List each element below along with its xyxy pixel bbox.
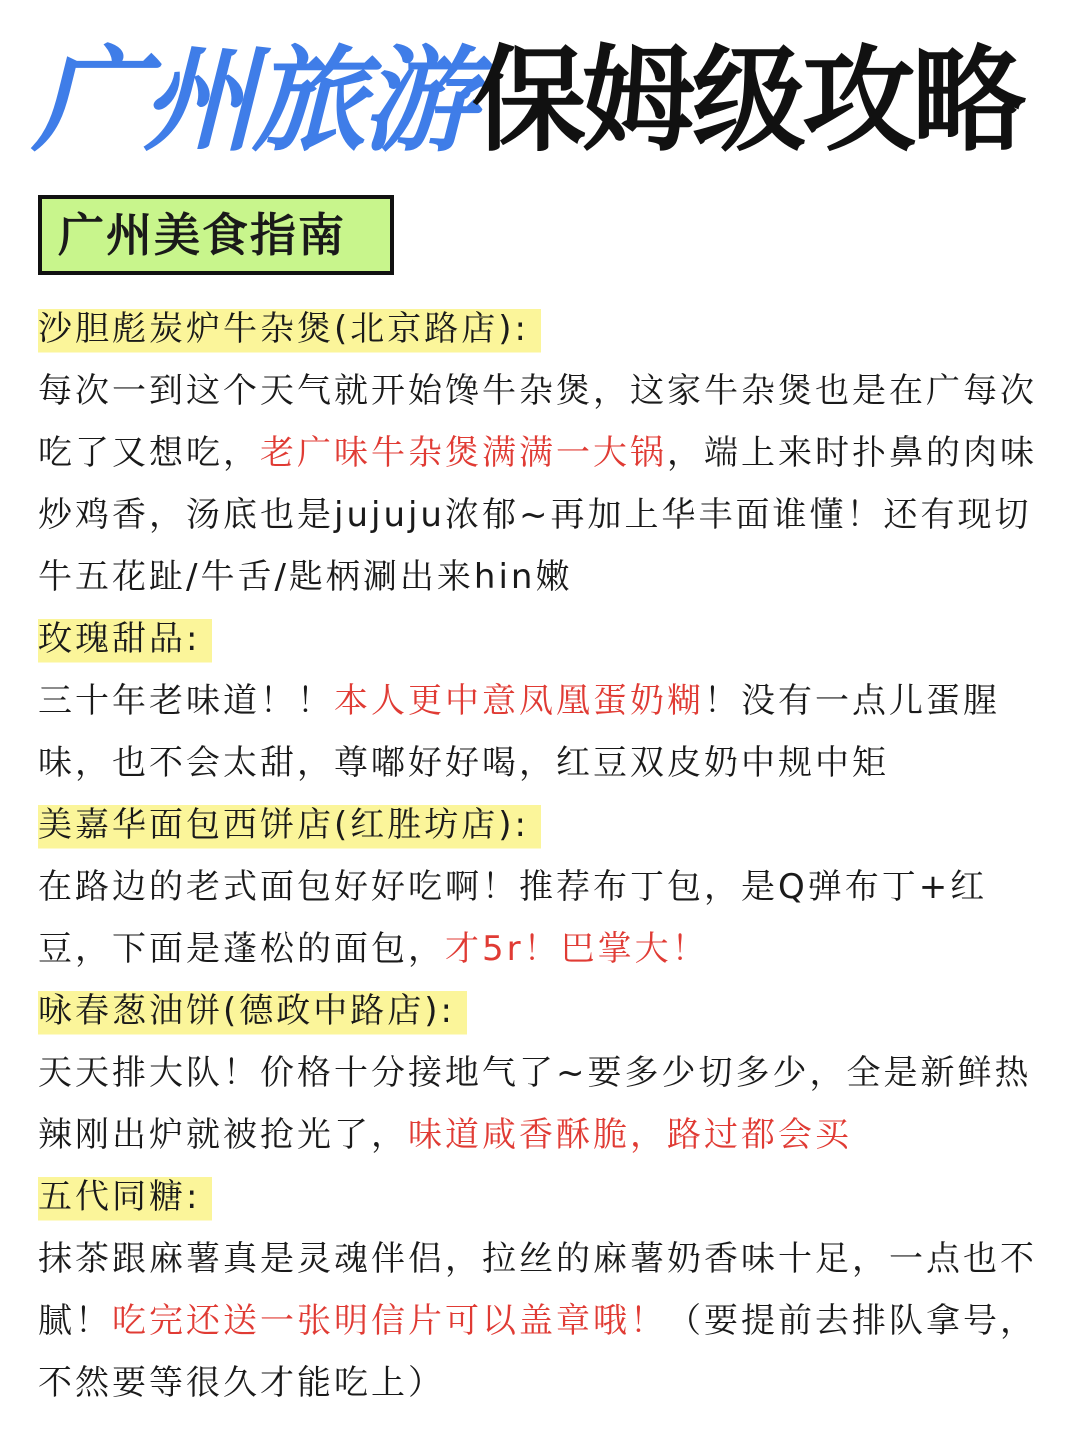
page-title [32,36,1052,166]
food-section [38,980,1048,1166]
food-section [38,1166,1048,1414]
desc-text: ！没有一点儿蛋腥味，也不会太甜，尊嘟好好喝，红豆双皮奶中规中矩 [38,681,1000,783]
desc-highlight: 味道咸香酥脆，路过都会买 [408,1115,852,1155]
desc-text: ，端上来时扑鼻的肉味炒鸡香，汤底也是jujuju浓郁~再加上华丰面谁懂！还有现切牛五花趾/牛舌/匙柄涮出来hin嫩 [38,433,1037,597]
shop-description [38,360,1048,608]
food-section [38,794,1048,980]
food-section [38,608,1048,794]
shop-description [38,1042,1048,1166]
shop-title: 五代同糖: [38,1166,212,1228]
desc-text: 天天排大队！价格十分接地气了~要多少切多少，全是新鲜热辣刚出炉就被抢光了， [38,1053,1032,1155]
food-section [38,298,1048,608]
shop-description [38,1228,1048,1414]
shop-description [38,670,1048,794]
shop-description [38,856,1048,980]
desc-highlight: 本人更中意凤凰蛋奶糊 [334,681,704,721]
desc-highlight: 吃完还送一张明信片可以盖章哦！ [112,1301,667,1341]
title-black-part: 保姆级攻略 [472,34,1023,167]
desc-highlight: 老广味牛杂煲满满一大锅 [260,433,667,473]
desc-text: 在路边的老式面包好好吃啊！推荐布丁包，是Q弹布丁+红豆，下面是蓬松的面包， [38,867,988,969]
content [38,298,1048,1414]
title-blue-part: 广州旅游 [32,34,473,167]
shop-title: 咏春葱油饼(德政中路店): [38,980,467,1042]
shop-title: 沙胆彪炭炉牛杂煲(北京路店): [38,298,541,360]
section-header: 广州美食指南 [38,195,394,275]
shop-title: 玫瑰甜品: [38,608,212,670]
desc-text: 抹茶跟麻薯真是灵魂伴侣，拉丝的麻薯奶香味十足，一点也不腻！ [38,1239,1037,1341]
desc-text: 三十年老味道！！ [38,681,334,721]
desc-text: 每次一到这个天气就开始馋牛杂煲，这家牛杂煲也是在广每次吃了又想吃， [38,371,1037,473]
shop-title: 美嘉华面包西饼店(红胜坊店): [38,794,541,856]
desc-text: （要提前去排队拿号，不然要等很久才能吃上） [38,1301,1037,1403]
desc-highlight: 才5r！巴掌大！ [445,929,709,969]
